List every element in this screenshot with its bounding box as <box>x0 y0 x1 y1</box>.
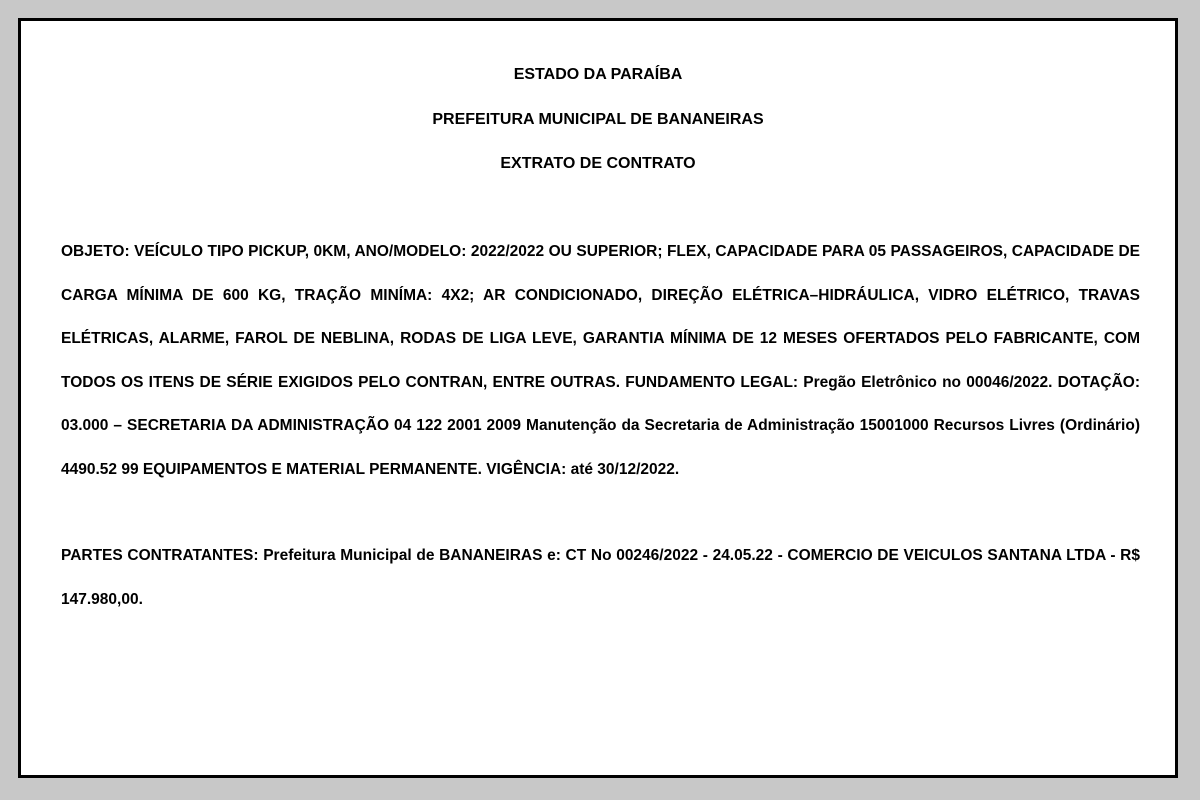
contract-object-paragraph: OBJETO: VEÍCULO TIPO PICKUP, 0KM, ANO/MODELO: 2022/2022 OU SUPERIOR; FLEX, CAPACIDADE PARA 05 PASSAGEIROS, CAPACIDADE DE CARGA MÍNIMA DE 600 KG, TRAÇÃO MINÍMA: 4X2; AR CONDICIONADO, DIREÇÃO ELÉTRICA–HIDRÁULICA, VIDRO ELÉTRICO, TRAVAS ELÉTRICAS, ALARME, FAROL DE NEBLINA, RODAS DE LIGA LEVE, GARANTIA MÍNIMA DE 12 MESES OFERTADOS PELO FABRICANTE, COM TODOS OS ITENS DE SÉRIE EXIGIDOS PELO CONTRAN, ENTRE OUTRAS. FUNDAMENTO LEGAL: Pregão Eletrônico no 00046/2022. DOTAÇÃO: 03.000 – SECRETARIA DA ADMINISTRAÇÃO 04 122 2001 2009 Manutenção da Secretaria de Administração 15001000 Recursos Livres (Ordinário) 4490.52 99 EQUIPAMENTOS E MATERIAL PERMANENTE. VIGÊNCIA: até 30/12/2022. <box>61 243 1140 478</box>
state-heading: ESTADO DA PARAÍBA <box>513 66 683 83</box>
contracting-parties-paragraph: PARTES CONTRATANTES: Prefeitura Municipal de BANANEIRAS e: CT No 00246/2022 - 24.05.22 - COMERCIO DE VEICULOS SANTANA LTDA - R$ 147.980,00. <box>61 547 1140 608</box>
document-title: EXTRATO DE CONTRATO <box>500 155 696 172</box>
municipality-heading: PREFEITURA MUNICIPAL DE BANANEIRAS <box>432 111 764 128</box>
document-page <box>18 18 1178 778</box>
